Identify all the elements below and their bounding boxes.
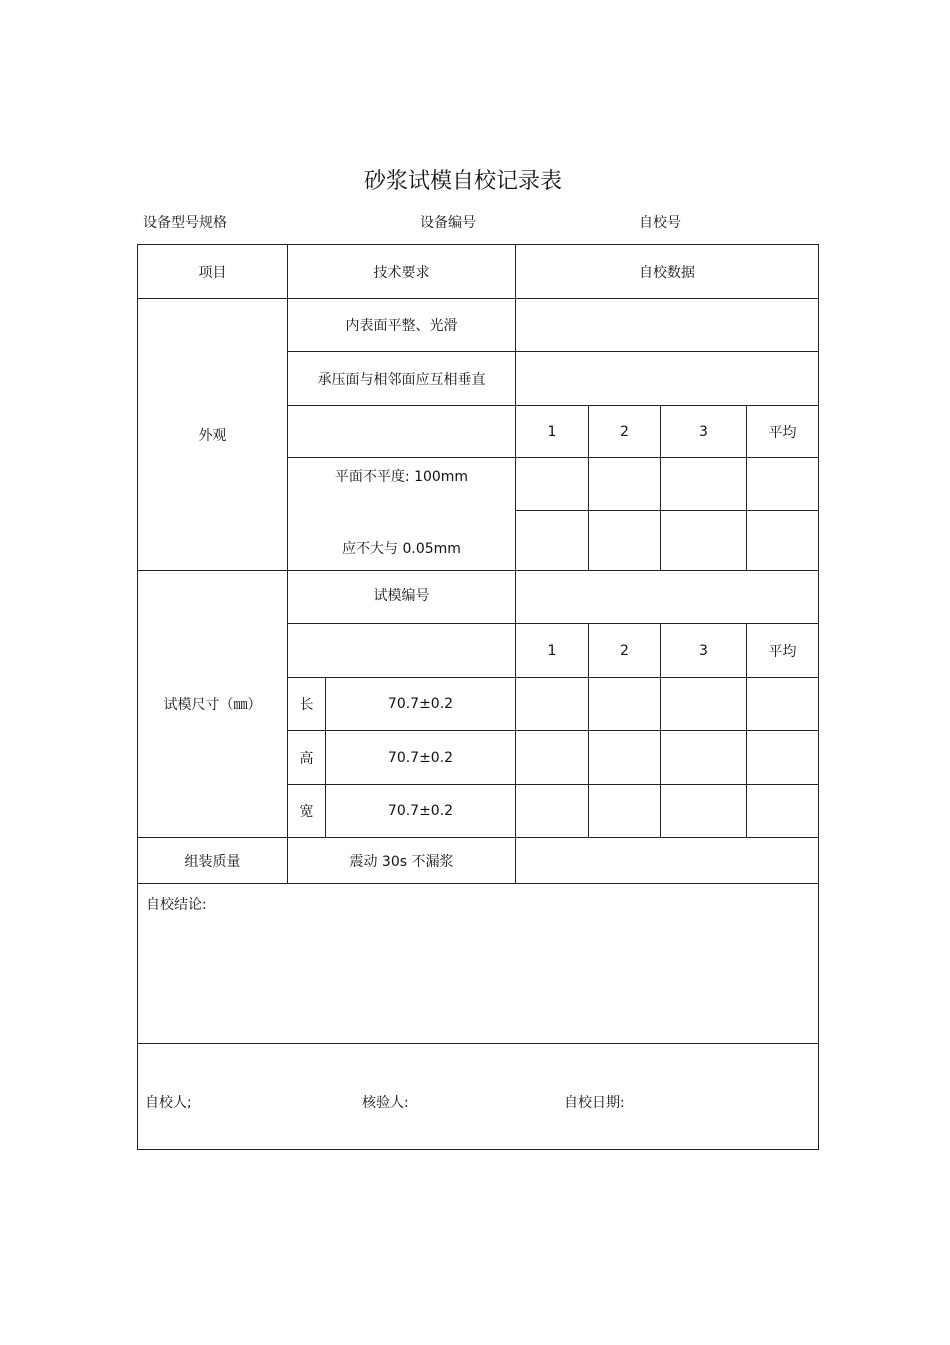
data-cell[interactable] [747, 511, 819, 571]
size-label: 试模尺寸（㎜） [138, 571, 288, 838]
data-cell[interactable] [516, 299, 819, 352]
data-cell[interactable] [516, 785, 589, 838]
col-requirement-header: 技术要求 [288, 245, 516, 299]
conclusion-cell[interactable] [138, 884, 819, 1044]
assembly-requirement: 震动 30s 不漏浆 [288, 838, 516, 884]
data-cell[interactable] [747, 785, 819, 838]
verifier-label: 核验人: [362, 1095, 409, 1111]
data-cell[interactable] [661, 785, 747, 838]
table-row [138, 571, 819, 624]
req-smooth-surface: 内表面平整、光滑 [288, 299, 516, 352]
data-cell[interactable] [661, 458, 747, 511]
data-cell[interactable] [516, 571, 819, 624]
data-header-3: 3 [661, 406, 747, 458]
dim-height-spec: 70.7±0.2 [326, 731, 516, 785]
data-header-2: 2 [589, 406, 661, 458]
data-cell[interactable] [661, 731, 747, 785]
dim-width-spec: 70.7±0.2 [326, 785, 516, 838]
empty-cell [288, 406, 516, 458]
calibrator-label: 自校人; [145, 1095, 192, 1111]
data-header-avg: 平均 [747, 624, 819, 678]
equipment-number-label: 设备编号 [420, 215, 476, 231]
data-cell[interactable] [589, 785, 661, 838]
table-header-row [138, 245, 819, 299]
col-item-header: 项目 [138, 245, 288, 299]
data-header-1: 1 [516, 624, 589, 678]
col-data-header: 自校数据 [516, 245, 819, 299]
data-cell[interactable] [516, 352, 819, 406]
assembly-label: 组装质量 [138, 838, 288, 884]
data-cell[interactable] [589, 458, 661, 511]
data-header-3: 3 [661, 624, 747, 678]
signature-row [138, 1044, 819, 1150]
data-header-avg: 平均 [747, 406, 819, 458]
conclusion-row [138, 884, 819, 1044]
data-cell[interactable] [661, 678, 747, 731]
calibration-date-label: 自校日期: [564, 1095, 625, 1111]
req-perpendicular: 承压面与相邻面应互相垂直 [288, 352, 516, 406]
flatness-line-1: 平面不平度: 100mm [334, 469, 469, 485]
data-cell[interactable] [747, 731, 819, 785]
table-row [138, 838, 819, 884]
data-cell[interactable] [516, 838, 819, 884]
conclusion-label: 自校结论: [146, 897, 207, 913]
equipment-model-label: 设备型号规格 [143, 215, 227, 231]
data-cell[interactable] [589, 678, 661, 731]
data-cell[interactable] [516, 458, 589, 511]
data-cell[interactable] [516, 678, 589, 731]
calibration-number-label: 自校号 [639, 215, 681, 231]
data-cell[interactable] [747, 458, 819, 511]
dim-length-spec: 70.7±0.2 [326, 678, 516, 731]
data-header-2: 2 [589, 624, 661, 678]
signature-cell [138, 1044, 819, 1150]
appearance-label: 外观 [138, 299, 288, 571]
data-cell[interactable] [589, 511, 661, 571]
table-row [138, 299, 819, 352]
data-header-1: 1 [516, 406, 589, 458]
dim-width-label: 宽 [288, 785, 326, 838]
mold-number-label: 试模编号 [288, 571, 516, 624]
data-cell[interactable] [589, 731, 661, 785]
flatness-line-2: 应不大与 0.05mm [342, 541, 461, 557]
data-cell[interactable] [516, 511, 589, 571]
data-cell[interactable] [516, 731, 589, 785]
data-cell[interactable] [747, 678, 819, 731]
dim-height-label: 高 [288, 731, 326, 785]
page-title: 砂浆试模自校记录表 [363, 169, 562, 194]
empty-cell [288, 624, 516, 678]
data-cell[interactable] [661, 511, 747, 571]
flatness-requirement [288, 458, 516, 571]
dim-length-label: 长 [288, 678, 326, 731]
calibration-table [137, 244, 819, 1150]
